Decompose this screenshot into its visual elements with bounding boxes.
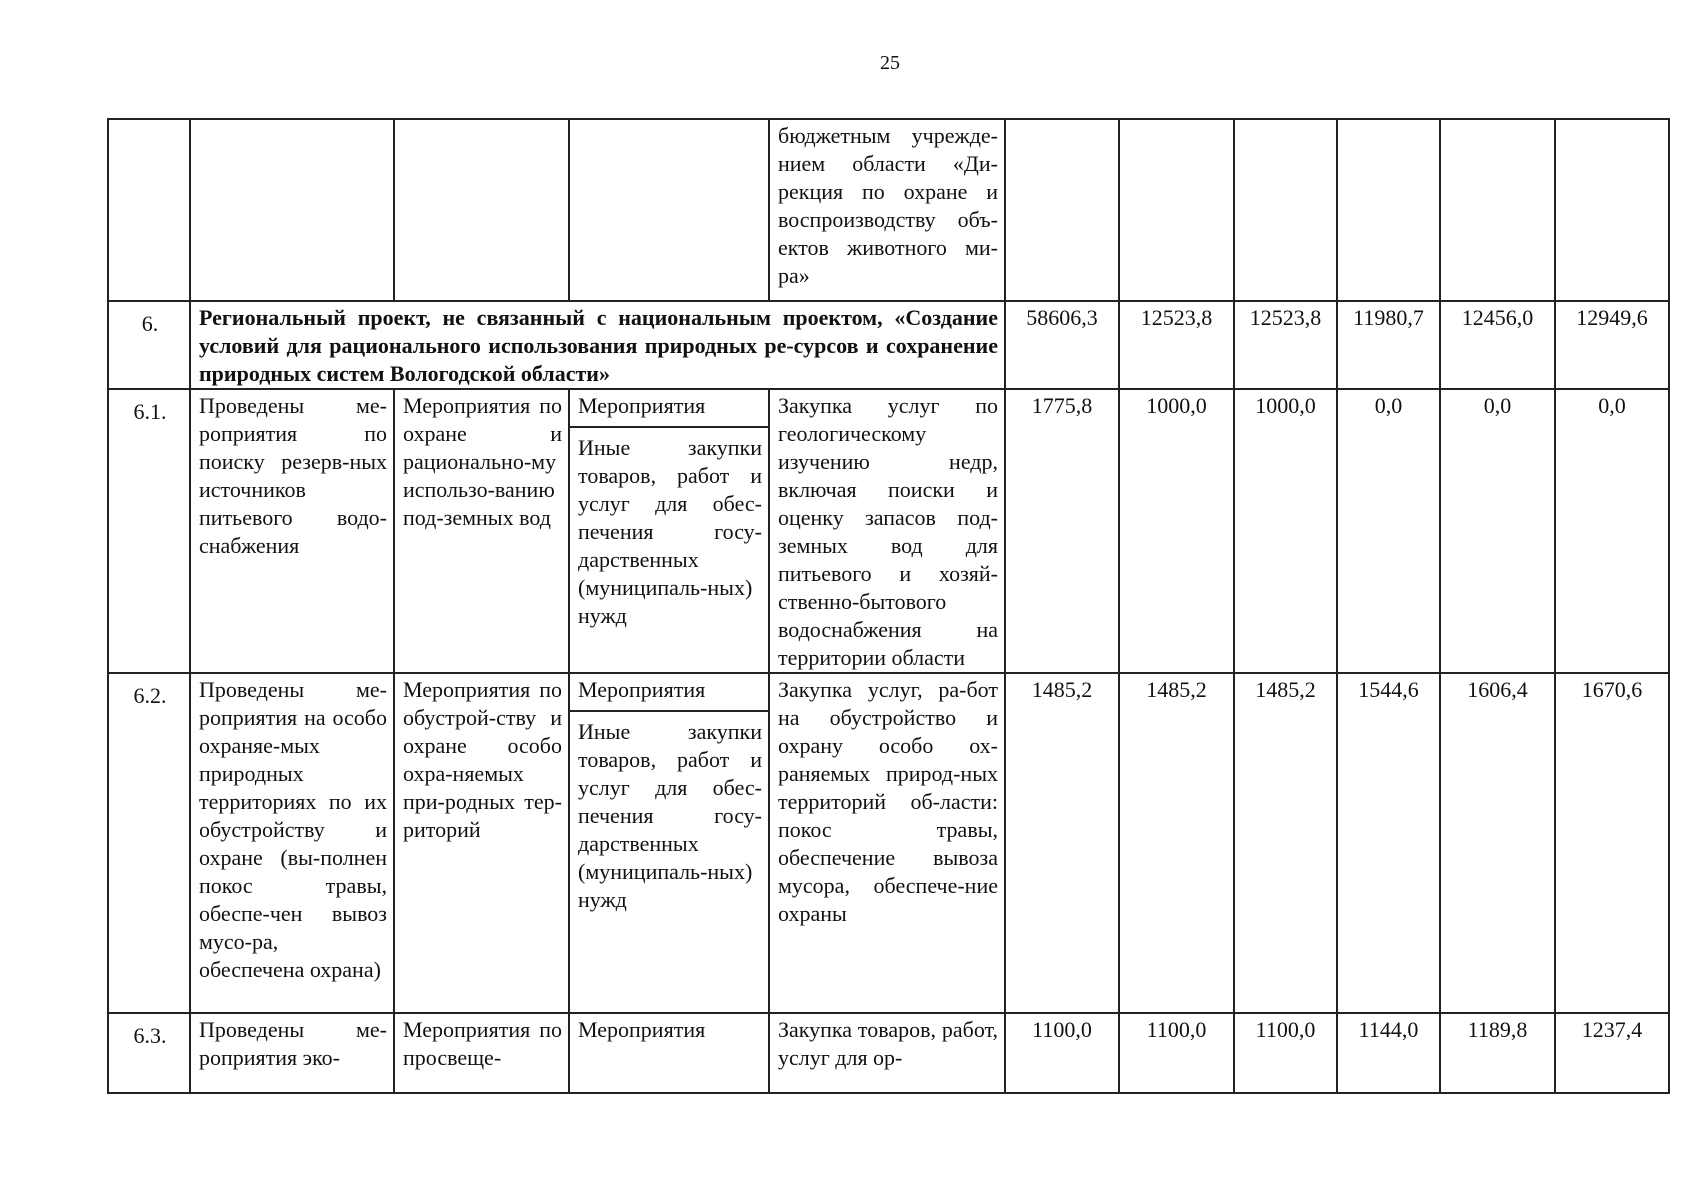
value-cell: 1000,0 xyxy=(1234,389,1337,673)
cell-empty xyxy=(569,119,769,301)
value-cell: 1670,6 xyxy=(1555,673,1669,1013)
value-cell: 12949,6 xyxy=(1555,301,1669,389)
cell-empty xyxy=(190,119,394,301)
type-cell xyxy=(569,673,769,1013)
measure-cell: Мероприятия по обустрой-ству и охране особо охра-няемых при-родных тер-риторий xyxy=(394,673,569,1013)
value-cell: 1144,0 xyxy=(1337,1013,1440,1093)
type-top: Мероприятия xyxy=(570,392,768,428)
recipient-cell: бюджетным учрежде-нием области «Ди-рекция по охране и воспроизводству объ-ектов животного ми-ра» xyxy=(769,119,1005,301)
value-cell: 1000,0 xyxy=(1119,389,1234,673)
value-cell: 58606,3 xyxy=(1005,301,1119,389)
description-cell: Закупка товаров, работ, услуг для ор- xyxy=(769,1013,1005,1093)
table-row xyxy=(108,1013,1669,1093)
measure-cell: Мероприятия по просвеще- xyxy=(394,1013,569,1093)
value-cell: 1544,6 xyxy=(1337,673,1440,1013)
cell-empty xyxy=(1440,119,1555,301)
value-cell: 0,0 xyxy=(1337,389,1440,673)
value-cell: 1485,2 xyxy=(1119,673,1234,1013)
value-cell: 11980,7 xyxy=(1337,301,1440,389)
value-cell: 1485,2 xyxy=(1005,673,1119,1013)
cell-empty xyxy=(1119,119,1234,301)
value-cell: 12523,8 xyxy=(1119,301,1234,389)
description-cell: Закупка услуг по геологическому изучению недр, включая поиски и оценку запасов под-земных вод для питьевого и хозяй-ственно-бытового водоснабжения на территории области xyxy=(769,389,1005,673)
type-cell xyxy=(569,389,769,673)
value-cell: 1100,0 xyxy=(1005,1013,1119,1093)
row-number: 6. xyxy=(108,301,190,389)
type-bottom: Иные закупки товаров, работ и услуг для обес-печения госу-дарственных (муниципаль-ных) нужд xyxy=(578,719,762,912)
type-top: Мероприятия xyxy=(570,676,768,712)
result-cell: Проведены ме-роприятия по поиску резерв-ных источников питьевого водо-снабжения xyxy=(190,389,394,673)
value-cell: 1606,4 xyxy=(1440,673,1555,1013)
result-cell: Проведены ме-роприятия эко- xyxy=(190,1013,394,1093)
cell-empty xyxy=(1234,119,1337,301)
type-bottom: Иные закупки товаров, работ и услуг для обес-печения госу-дарственных (муниципаль-ных) нужд xyxy=(578,435,762,628)
cell-empty xyxy=(394,119,569,301)
cell-empty xyxy=(1005,119,1119,301)
value-cell: 12523,8 xyxy=(1234,301,1337,389)
value-cell: 1237,4 xyxy=(1555,1013,1669,1093)
cell-empty xyxy=(1555,119,1669,301)
measure-cell: Мероприятия по охране и рационально-му использо-ванию под-земных вод xyxy=(394,389,569,673)
cell-empty xyxy=(1337,119,1440,301)
project-title: Региональный проект, не связанный с национальным проектом, «Создание условий для рационального использования природных ре-сурсов и сохранение природных систем Вологодской области» xyxy=(190,301,1005,389)
value-cell: 0,0 xyxy=(1440,389,1555,673)
type-cell xyxy=(569,1013,769,1093)
cell-empty xyxy=(108,119,190,301)
value-cell: 12456,0 xyxy=(1440,301,1555,389)
description-cell: Закупка услуг, ра-бот на обустройство и охрану особо ох-раняемых природ-ных территорий об-ласти: покос травы, обеспечение вывоза мусора, обеспече-ние охраны xyxy=(769,673,1005,1013)
value-cell: 1485,2 xyxy=(1234,673,1337,1013)
continuation-row xyxy=(108,119,1669,301)
row-number: 6.3. xyxy=(108,1013,190,1093)
budget-table xyxy=(107,118,1670,1094)
row-number: 6.2. xyxy=(108,673,190,1013)
value-cell: 1775,8 xyxy=(1005,389,1119,673)
type-top: Мероприятия xyxy=(578,1017,706,1042)
project-row xyxy=(108,301,1669,389)
value-cell: 1189,8 xyxy=(1440,1013,1555,1093)
value-cell: 0,0 xyxy=(1555,389,1669,673)
result-cell: Проведены ме-роприятия на особо охраняе-мых природных территориях по их обустройству и охране (вы-полнен покос травы, обеспе-чен вывоз мусо-ра, обеспечена охрана) xyxy=(190,673,394,1013)
page-number: 25 xyxy=(880,52,900,74)
row-number: 6.1. xyxy=(108,389,190,673)
table-row xyxy=(108,389,1669,673)
value-cell: 1100,0 xyxy=(1234,1013,1337,1093)
table-row xyxy=(108,673,1669,1013)
value-cell: 1100,0 xyxy=(1119,1013,1234,1093)
